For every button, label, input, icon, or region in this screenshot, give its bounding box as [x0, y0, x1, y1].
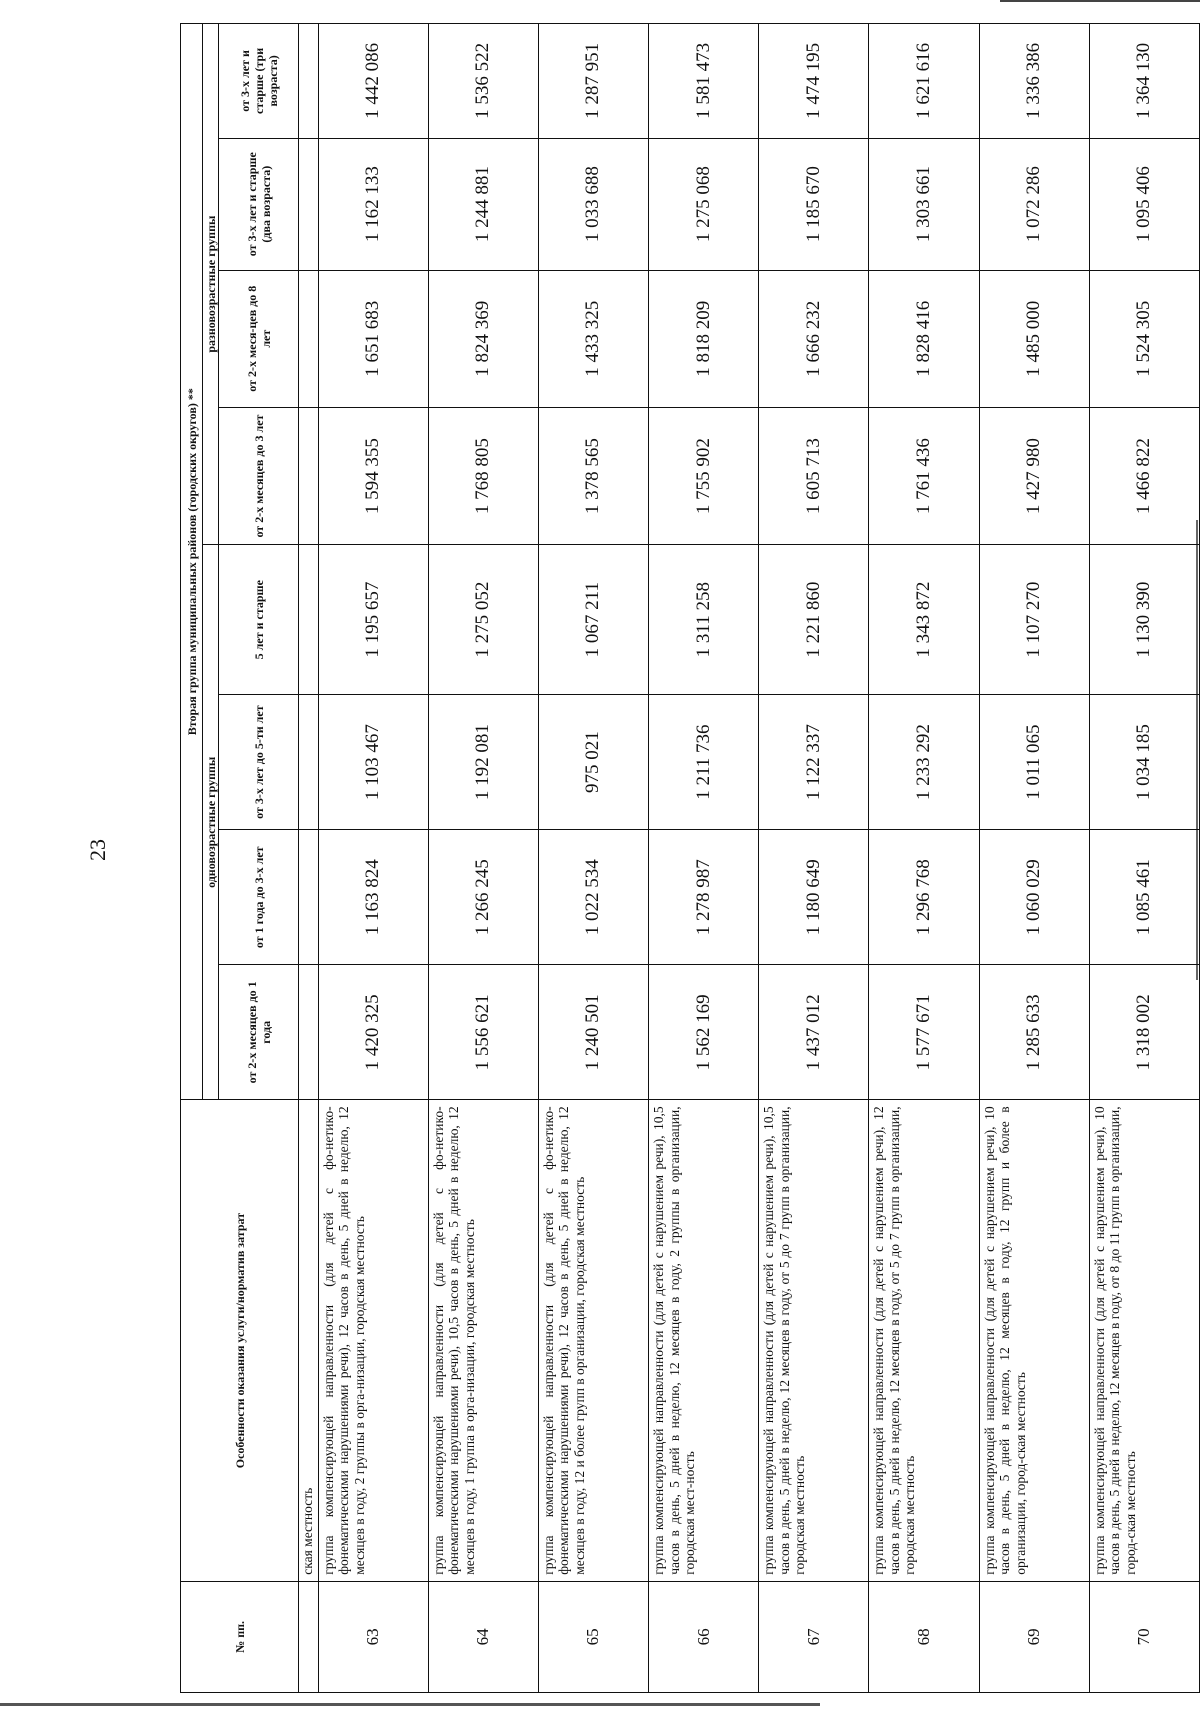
- row-number: 70: [1089, 1581, 1199, 1692]
- cost-value: 1 211 736: [649, 695, 759, 830]
- header-number: № пп.: [181, 1581, 299, 1692]
- cost-value: 1 095 406: [1089, 138, 1199, 270]
- row-number: 65: [538, 1581, 648, 1692]
- cost-value: 1 060 029: [979, 830, 1089, 965]
- table-row: [649, 24, 759, 1693]
- table-row: [759, 24, 869, 1693]
- scan-edge-top: [1000, 0, 1200, 2]
- column-header: от 2-х месяцев до 3 лет: [219, 407, 299, 544]
- table-row: [538, 24, 648, 1693]
- row-number: 67: [759, 1581, 869, 1692]
- table-row: [428, 24, 538, 1693]
- cost-value: 1 303 661: [869, 138, 979, 270]
- cost-value: 1 577 671: [869, 965, 979, 1100]
- cost-value: 1 275 052: [428, 545, 538, 695]
- cost-value: 1 072 286: [979, 138, 1089, 270]
- row-number: 68: [869, 1581, 979, 1692]
- cost-value: 1 278 987: [649, 830, 759, 965]
- cost-value: 1 195 657: [318, 545, 428, 695]
- column-header: от 3-х лет и старше (два возраста): [219, 138, 299, 270]
- cost-value: 1 420 325: [318, 965, 428, 1100]
- cost-value: 1 536 522: [428, 24, 538, 139]
- column-header: от 3-х лет до 5-ти лет: [219, 695, 299, 830]
- cost-value: 1 311 258: [649, 545, 759, 695]
- row-description: группа компенсирующей направленности (для детей с нарушением речи), 10,5 часов в день, 5 дней в неделю, 12 месяцев в году, 2 группы в организации, городская мест-ность: [649, 1100, 759, 1581]
- cost-value: 1 485 000: [979, 270, 1089, 407]
- header-description: Особенности оказания услуги/норматив затрат: [181, 1100, 299, 1581]
- cost-value: 1 033 688: [538, 138, 648, 270]
- cost-value: 1 162 133: [318, 138, 428, 270]
- table-row: [1089, 24, 1199, 1693]
- cost-value: 1 442 086: [318, 24, 428, 139]
- page-number: 23: [85, 839, 110, 861]
- row-number: 64: [428, 1581, 538, 1692]
- cost-value: 1 296 768: [869, 830, 979, 965]
- cost-value: 1 524 305: [1089, 270, 1199, 407]
- cost-value: 1 011 065: [979, 695, 1089, 830]
- cost-value: 1 828 416: [869, 270, 979, 407]
- cost-value: 1 122 337: [759, 695, 869, 830]
- cost-value: 1 185 670: [759, 138, 869, 270]
- column-header: 5 лет и старше: [219, 545, 299, 695]
- cost-value: 1 474 195: [759, 24, 869, 139]
- cost-value: 1 034 185: [1089, 695, 1199, 830]
- rotated-table-container: [180, 23, 1200, 1693]
- cost-value: 1 130 390: [1089, 545, 1199, 695]
- cost-value: 1 433 325: [538, 270, 648, 407]
- cost-value: 1 163 824: [318, 830, 428, 965]
- cost-value: 1 437 012: [759, 965, 869, 1100]
- column-header: от 2-х месяцев до 1 года: [219, 965, 299, 1100]
- cost-value: 1 233 292: [869, 695, 979, 830]
- cost-value: 1 103 467: [318, 695, 428, 830]
- cost-value: 1 605 713: [759, 407, 869, 544]
- cost-value: 1 594 355: [318, 407, 428, 544]
- row-description: группа компенсирующей направленности (для детей с нарушением речи), 10 часов в день, 5 дней в неделю, 12 месяцев в году, от 8 до 11 групп в организации, город-ская местность: [1089, 1100, 1199, 1581]
- cost-value: 1 651 683: [318, 270, 428, 407]
- row-number: 66: [649, 1581, 759, 1692]
- cost-value: 975 021: [538, 695, 648, 830]
- row-description: группа компенсирующей направленности (для детей с нарушением речи), 10 часов в день, 5 дней в неделю, 12 месяцев в году, 12 групп и более в организации, город-ская местность: [979, 1100, 1089, 1581]
- cost-value: 1 343 872: [869, 545, 979, 695]
- cost-value: 1 755 902: [649, 407, 759, 544]
- cost-value: 1 364 130: [1089, 24, 1199, 139]
- header-group-title: Вторая группа муниципальных районов (городских округов) **: [181, 24, 203, 1100]
- cost-value: 1 562 169: [649, 965, 759, 1100]
- cost-value: 1 285 633: [979, 965, 1089, 1100]
- cost-value: 1 818 209: [649, 270, 759, 407]
- cost-value: 1 318 002: [1089, 965, 1199, 1100]
- cost-value: 1 022 534: [538, 830, 648, 965]
- continued-text: ская местность: [299, 1100, 319, 1581]
- cost-norms-table: [180, 23, 1200, 1693]
- row-description: группа компенсирующей направленности (для детей с фо-нетико-фонематическими нарушениями речи), 12 часов в день, 5 дней в неделю, 12 месяцев в году, 12 и более групп в организации, городская местность: [538, 1100, 648, 1581]
- cost-value: 1 266 245: [428, 830, 538, 965]
- table-row: [979, 24, 1089, 1693]
- cost-value: 1 581 473: [649, 24, 759, 139]
- cost-value: 1 336 386: [979, 24, 1089, 139]
- column-header: от 1 года до 3-х лет: [219, 830, 299, 965]
- column-header: от 2-х меся-цев до 8 лет: [219, 270, 299, 407]
- row-number: 69: [979, 1581, 1089, 1692]
- cost-value: 1 287 951: [538, 24, 648, 139]
- cost-value: 1 621 616: [869, 24, 979, 139]
- scan-edge-bottom: [0, 1703, 820, 1706]
- row-description: группа компенсирующей направленности (для детей с нарушением речи), 12 часов в день, 5 дней в неделю, 12 месяцев в году, от 5 до 7 групп в организации, городская местность: [869, 1100, 979, 1581]
- table-row: [869, 24, 979, 1693]
- cost-value: 1 768 805: [428, 407, 538, 544]
- header-single-age-groups: одновозрастные группы: [203, 545, 219, 1100]
- cost-value: 1 466 822: [1089, 407, 1199, 544]
- cost-value: 1 085 461: [1089, 830, 1199, 965]
- cost-value: 1 221 860: [759, 545, 869, 695]
- cost-value: 1 427 980: [979, 407, 1089, 544]
- cost-value: 1 180 649: [759, 830, 869, 965]
- cost-value: 1 666 232: [759, 270, 869, 407]
- column-header: от 3-х лет и старше (три возраста): [219, 24, 299, 139]
- cost-value: 1 761 436: [869, 407, 979, 544]
- cost-value: 1 275 068: [649, 138, 759, 270]
- cost-value: 1 067 211: [538, 545, 648, 695]
- cost-value: 1 378 565: [538, 407, 648, 544]
- row-number: 63: [318, 1581, 428, 1692]
- cost-value: 1 107 270: [979, 545, 1089, 695]
- cost-value: 1 244 881: [428, 138, 538, 270]
- row-description: группа компенсирующей направленности (для детей с фо-нетико-фонематическими нарушениями речи), 10,5 часов в день, 5 дней в неделю, 12 месяцев в году, 1 группа в орга-низации, городская местность: [428, 1100, 538, 1581]
- cost-value: 1 192 081: [428, 695, 538, 830]
- cost-value: 1 556 621: [428, 965, 538, 1100]
- header-mixed-age-groups: разновозрастные группы: [203, 24, 219, 545]
- cost-value: 1 240 501: [538, 965, 648, 1100]
- continued-row: [299, 24, 319, 1693]
- row-description: группа компенсирующей направленности (для детей с фо-нетико-фонематическими нарушениями речи), 12 часов в день, 5 дней в неделю, 12 месяцев в году, 2 группы в орга-низации, городская местность: [318, 1100, 428, 1581]
- row-description: группа компенсирующей направленности (для детей с нарушением речи), 10,5 часов в день, 5 дней в неделю, 12 месяцев в году, от 5 до 7 групп в организации, городская местность: [759, 1100, 869, 1581]
- table-row: [318, 24, 428, 1693]
- cost-value: 1 824 369: [428, 270, 538, 407]
